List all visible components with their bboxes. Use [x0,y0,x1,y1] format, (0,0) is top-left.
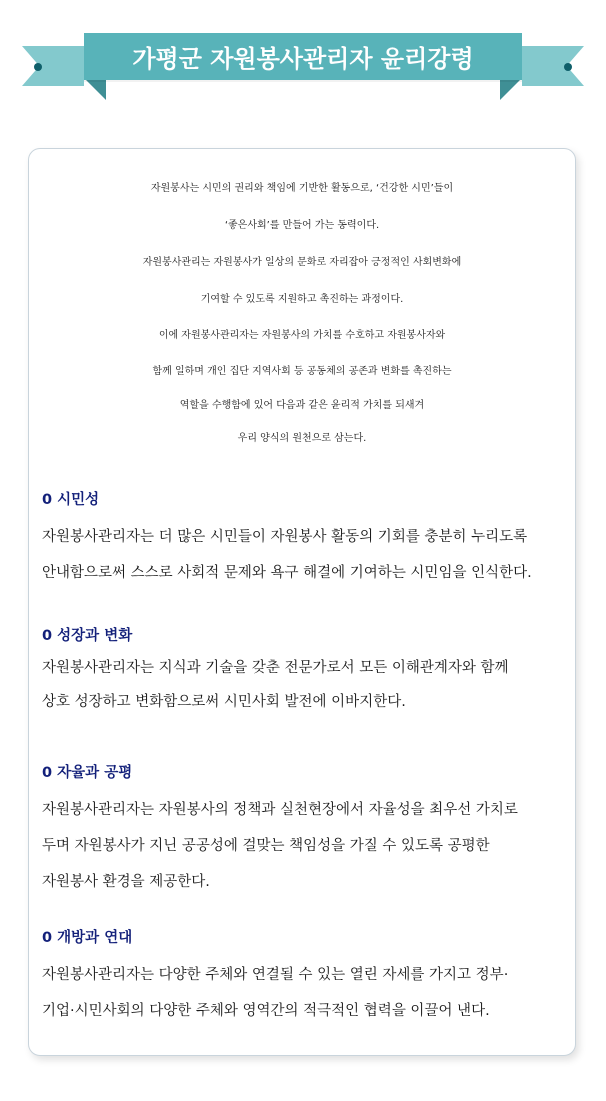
title-banner [0,0,606,120]
intro-line: 함께 일하며 개인 집단 지역사회 등 공동체의 공존과 변화를 촉진하는 [152,366,452,377]
page-title: 가평군 자원봉사관리자 윤리강령 [132,45,474,73]
section-line: 두며 자원봉사가 지닌 공공성에 걸맞는 책임성을 가질 수 있도록 공평한 [42,838,490,854]
ribbon-tail-right [522,46,584,86]
ribbon-fold-left [84,78,106,100]
section-heading: 0 성장과 변화 [42,628,133,644]
intro-line: 이에 자원봉사관리자는 자원봉사의 가치를 수호하고 자원봉사자와 [158,330,446,341]
section-line: 자원봉사관리자는 자원봉사의 정책과 실천현장에서 자율성을 최우선 가치로 [42,802,518,818]
intro-line: 자원봉사관리는 자원봉사가 일상의 문화로 자리잡아 긍정적인 사회변화에 [142,257,462,268]
intro-line: 역할을 수행함에 있어 다음과 같은 윤리적 가치를 되새겨 [179,400,425,411]
intro-line: 자원봉사는 시민의 권리와 책임에 기반한 활동으로, ‘건강한 시민’들이 [150,183,454,194]
section-line: 자원봉사관리자는 다양한 주체와 연결될 수 있는 열린 자세를 가지고 정부· [42,967,509,983]
section-line: 자원봉사관리자는 지식과 기술을 갖춘 전문가로서 모든 이해관계자와 함께 [42,660,509,676]
section-line: 기업·시민사회의 다양한 주체와 영역간의 적극적인 협력을 이끌어 낸다. [42,1003,490,1019]
section-heading: 0 자율과 공평 [42,765,133,781]
section-heading: 0 시민성 [42,492,100,508]
intro-line: ‘좋은사회’를 만들어 가는 동력이다. [224,220,380,231]
intro-line: 우리 양식의 원천으로 삼는다. [237,433,367,444]
section-heading: 0 개방과 연대 [42,930,133,946]
ribbon-fold-right [500,78,522,100]
section-line: 안내함으로써 스스로 사회적 문제와 욕구 해결에 기여하는 시민임을 인식한다. [42,565,532,581]
intro-line: 기여할 수 있도록 지원하고 촉진하는 과정이다. [200,294,404,305]
content-card [28,148,576,1056]
ribbon [84,33,522,80]
section-line: 자원봉사 환경을 제공한다. [42,874,210,890]
section-line: 상호 성장하고 변화함으로써 시민사회 발전에 이바지한다. [42,694,406,710]
ribbon-dot-left [34,63,42,71]
ribbon-dot-right [564,63,572,71]
ribbon-tail-left [22,46,84,86]
section-line: 자원봉사관리자는 더 많은 시민들이 자원봉사 활동의 기회를 충분히 누리도록 [42,529,528,545]
